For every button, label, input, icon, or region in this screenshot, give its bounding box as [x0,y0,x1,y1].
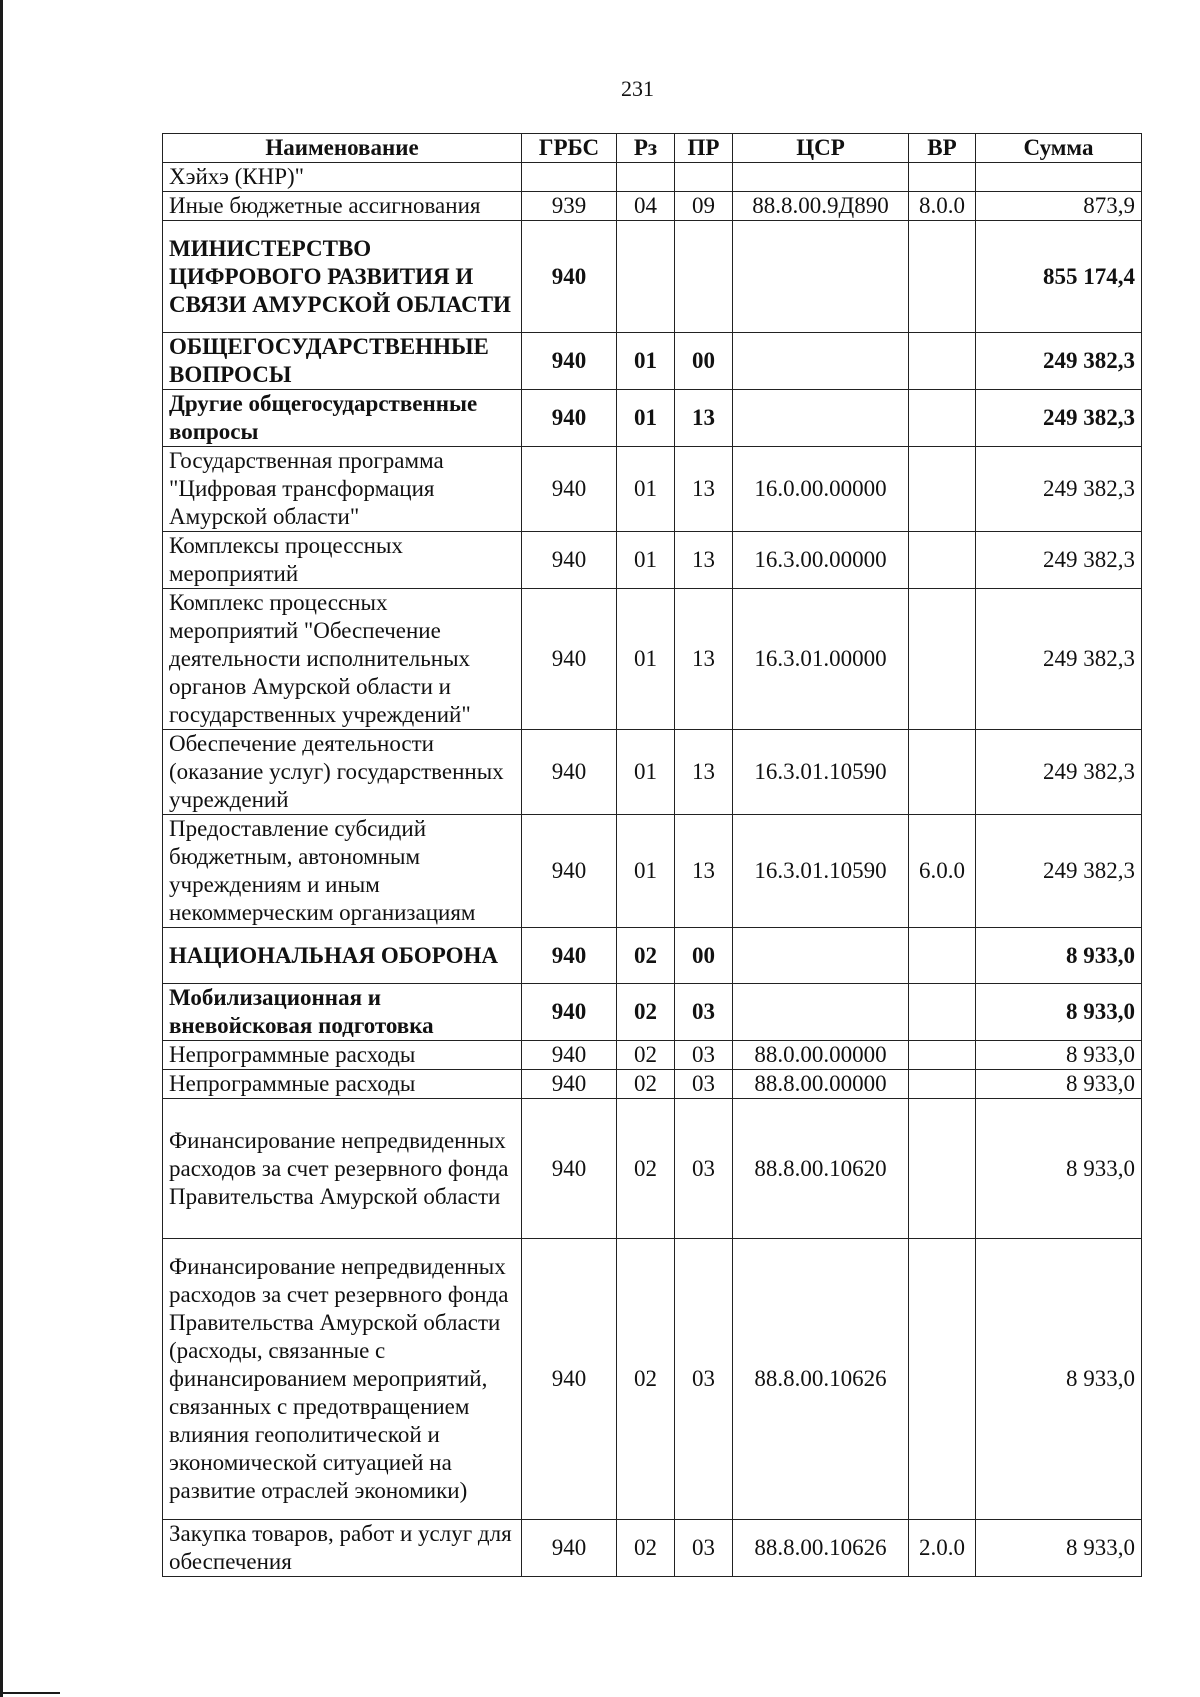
table-row [163,1099,1142,1239]
cell-name: Обеспечение деятельности (оказание услуг) государственных учреждений [163,730,522,815]
cell-rz: 01 [617,589,675,730]
cell-rz: 02 [617,1070,675,1099]
table-row [163,221,1142,333]
cell-vr [909,1070,976,1099]
table-row [163,815,1142,928]
cell-name: Закупка товаров, работ и услуг для обеспечения [163,1520,522,1577]
cell-sum: 249 382,3 [976,730,1142,815]
table-body [163,163,1142,1577]
cell-vr [909,532,976,589]
cell-pr: 13 [675,730,733,815]
cell-sum: 8 933,0 [976,1099,1142,1239]
cell-grbs: 940 [522,1041,617,1070]
cell-vr: 8.0.0 [909,192,976,221]
cell-vr [909,1239,976,1520]
cell-sum: 8 933,0 [976,1041,1142,1070]
cell-pr [675,221,733,333]
cell-name: Непрограммные расходы [163,1070,522,1099]
cell-sum: 249 382,3 [976,815,1142,928]
cell-rz [617,163,675,192]
table-row [163,928,1142,984]
cell-pr [675,163,733,192]
cell-pr: 00 [675,333,733,390]
table-row [163,1520,1142,1577]
cell-pr: 13 [675,532,733,589]
cell-csr [733,333,909,390]
cell-vr [909,1099,976,1239]
cell-name: МИНИСТЕРСТВО ЦИФРОВОГО РАЗВИТИЯ И СВЯЗИ АМУРСКОЙ ОБЛАСТИ [163,221,522,333]
cell-pr: 13 [675,815,733,928]
cell-sum: 8 933,0 [976,1520,1142,1577]
cell-pr: 03 [675,1070,733,1099]
cell-pr: 03 [675,1239,733,1520]
cell-rz [617,221,675,333]
cell-pr: 13 [675,447,733,532]
cell-sum: 249 382,3 [976,333,1142,390]
table-row [163,390,1142,447]
cell-vr [909,447,976,532]
header-sum: Сумма [976,134,1142,163]
cell-grbs: 940 [522,1520,617,1577]
cell-grbs: 940 [522,1070,617,1099]
cell-sum: 249 382,3 [976,390,1142,447]
cell-rz: 01 [617,815,675,928]
cell-csr: 16.3.01.00000 [733,589,909,730]
cell-vr [909,984,976,1041]
cell-pr: 03 [675,1099,733,1239]
cell-grbs: 940 [522,390,617,447]
cell-pr: 13 [675,390,733,447]
page-left-edge [0,0,3,1697]
cell-name: Комплексы процессных мероприятий [163,532,522,589]
cell-csr [733,984,909,1041]
cell-pr: 03 [675,1520,733,1577]
cell-grbs: 940 [522,589,617,730]
cell-vr [909,589,976,730]
cell-name: Хэйхэ (КНР)" [163,163,522,192]
cell-sum: 8 933,0 [976,1239,1142,1520]
cell-grbs: 940 [522,1099,617,1239]
table-row [163,589,1142,730]
cell-csr: 88.8.00.00000 [733,1070,909,1099]
table-row [163,333,1142,390]
cell-sum: 873,9 [976,192,1142,221]
table-header-row [163,134,1142,163]
cell-sum: 249 382,3 [976,447,1142,532]
cell-csr: 88.8.00.9Д890 [733,192,909,221]
cell-sum: 8 933,0 [976,928,1142,984]
cell-grbs: 940 [522,815,617,928]
cell-vr [909,221,976,333]
cell-vr [909,333,976,390]
page-bottom-mark [0,1692,60,1694]
table-row [163,192,1142,221]
cell-sum [976,163,1142,192]
cell-rz: 04 [617,192,675,221]
cell-vr [909,1041,976,1070]
cell-grbs [522,163,617,192]
cell-grbs: 940 [522,333,617,390]
cell-pr: 00 [675,928,733,984]
cell-csr [733,390,909,447]
cell-name: НАЦИОНАЛЬНАЯ ОБОРОНА [163,928,522,984]
cell-csr: 16.0.00.00000 [733,447,909,532]
cell-grbs: 940 [522,928,617,984]
cell-rz: 02 [617,1239,675,1520]
header-pr: ПР [675,134,733,163]
cell-name: Государственная программа "Цифровая трансформация Амурской области" [163,447,522,532]
cell-name: ОБЩЕГОСУДАРСТВЕННЫЕ ВОПРОСЫ [163,333,522,390]
cell-grbs: 940 [522,532,617,589]
cell-pr: 03 [675,1041,733,1070]
page-number: 231 [621,76,654,101]
cell-name: Финансирование непредвиденных расходов за счет резервного фонда Правительства Амурской области [163,1099,522,1239]
table-row [163,1070,1142,1099]
cell-sum: 8 933,0 [976,1070,1142,1099]
table-row [163,163,1142,192]
cell-rz: 01 [617,532,675,589]
cell-vr [909,390,976,447]
header-name: Наименование [163,134,522,163]
cell-rz: 01 [617,333,675,390]
cell-vr [909,730,976,815]
header-rz: Рз [617,134,675,163]
cell-rz: 01 [617,447,675,532]
table-row [163,1041,1142,1070]
cell-rz: 02 [617,1520,675,1577]
cell-name: Другие общегосударственные вопросы [163,390,522,447]
table-row [163,730,1142,815]
cell-csr: 16.3.00.00000 [733,532,909,589]
cell-sum: 249 382,3 [976,589,1142,730]
cell-rz: 02 [617,1041,675,1070]
cell-rz: 01 [617,730,675,815]
cell-csr [733,163,909,192]
cell-pr: 13 [675,589,733,730]
cell-rz: 01 [617,390,675,447]
cell-grbs: 940 [522,447,617,532]
cell-vr: 6.0.0 [909,815,976,928]
cell-csr: 88.0.00.00000 [733,1041,909,1070]
cell-name: Финансирование непредвиденных расходов за счет резервного фонда Правительства Амурской области (расходы, связанные с финансированием мероприятий, связанных с предотвращением влияния геополитической и экономической ситуацией на развитие отраслей экономики) [163,1239,522,1520]
cell-vr [909,928,976,984]
cell-pr: 09 [675,192,733,221]
budget-table [162,133,1142,1577]
cell-vr [909,163,976,192]
cell-vr: 2.0.0 [909,1520,976,1577]
cell-name: Иные бюджетные ассигнования [163,192,522,221]
cell-csr: 88.8.00.10626 [733,1239,909,1520]
header-csr: ЦСР [733,134,909,163]
cell-name: Комплекс процессных мероприятий "Обеспечение деятельности исполнительных органов Амурской области и государственных учреждений" [163,589,522,730]
table-row [163,447,1142,532]
cell-sum: 8 933,0 [976,984,1142,1041]
cell-name: Непрограммные расходы [163,1041,522,1070]
cell-csr: 88.8.00.10620 [733,1099,909,1239]
cell-grbs: 940 [522,730,617,815]
cell-csr [733,928,909,984]
cell-rz: 02 [617,928,675,984]
cell-csr: 16.3.01.10590 [733,730,909,815]
cell-sum: 249 382,3 [976,532,1142,589]
cell-name: Предоставление субсидий бюджетным, автономным учреждениям и иным некоммерческим организациям [163,815,522,928]
cell-grbs: 940 [522,221,617,333]
table-row [163,984,1142,1041]
cell-csr: 88.8.00.10626 [733,1520,909,1577]
cell-name: Мобилизационная и вневойсковая подготовка [163,984,522,1041]
cell-csr: 16.3.01.10590 [733,815,909,928]
cell-pr: 03 [675,984,733,1041]
cell-rz: 02 [617,984,675,1041]
cell-grbs: 940 [522,1239,617,1520]
cell-rz: 02 [617,1099,675,1239]
cell-grbs: 940 [522,984,617,1041]
cell-sum: 855 174,4 [976,221,1142,333]
table-row [163,532,1142,589]
cell-grbs: 939 [522,192,617,221]
header-vr: ВР [909,134,976,163]
cell-csr [733,221,909,333]
table-row [163,1239,1142,1520]
header-grbs: ГРБС [522,134,617,163]
